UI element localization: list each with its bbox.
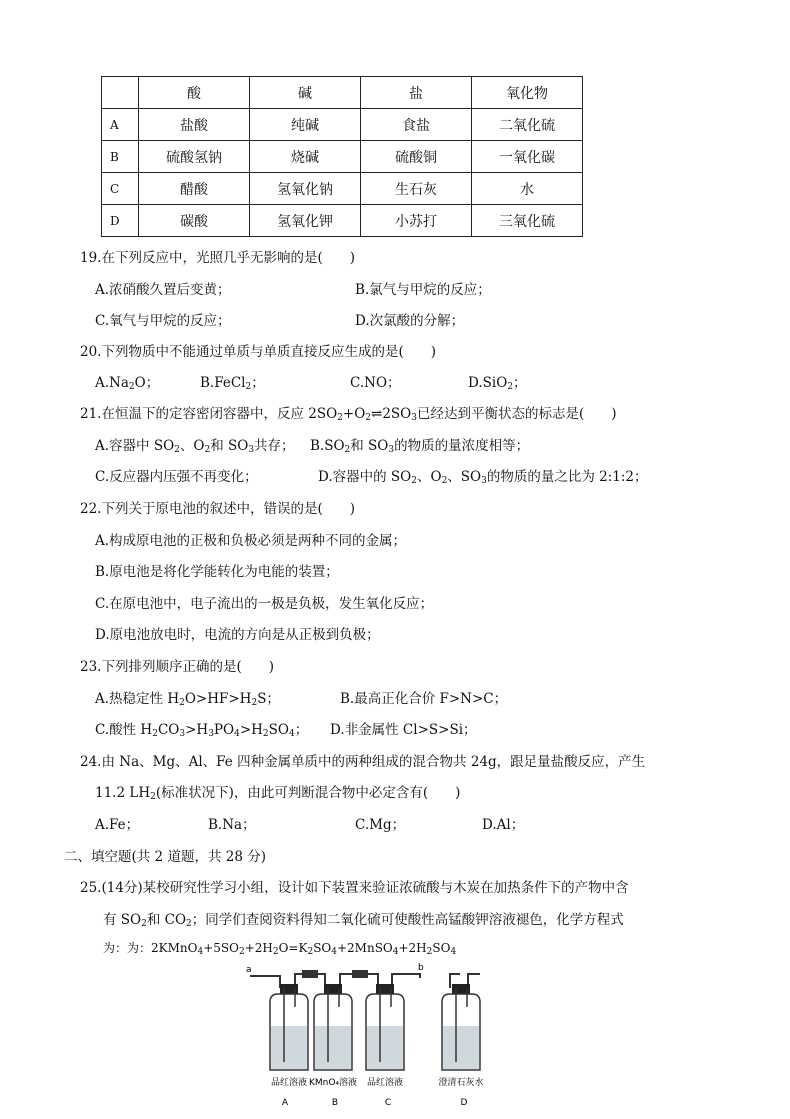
q20-option-a: $A.Na_2O$；	[95, 375, 160, 392]
table-row	[102, 109, 583, 141]
question-21-stem: 21.在恒温下的定容密闭容器中，反应 $2SO_2+O_2\rightleftharpoons 2SO_3$已经达到平衡状态的标志是( )	[80, 406, 617, 423]
q23-option-c: C.酸性 $H_2CO_3>H_3PO_4>H_2SO_4$；	[95, 722, 309, 739]
question-25-line2: 有 $SO_2$和 $CO_2$；同学们查阅资料得知二氧化硫可使酸性高锰酸钾溶液褪色，化学方程式	[103, 912, 624, 929]
outlet-label-b: b	[418, 963, 424, 973]
table-cell: 硫酸氢钠	[139, 141, 250, 173]
bottle-letter: C	[384, 1098, 392, 1108]
q22-option-c: C.在原电池中，电子流出的一极是负极，发生氧化反应；	[95, 596, 434, 612]
q22-option-a: A.构成原电池的正极和负极必须是两种不同的金属；	[95, 533, 407, 549]
table-header-cell: 氧化物	[472, 77, 583, 109]
q22-option-b: B.原电池是将化学能转化为电能的装置；	[95, 564, 339, 580]
q24-option-c: C.Mg；	[355, 817, 406, 833]
tube-connector	[352, 970, 368, 978]
q21-option-d: D.容器中的 $SO_2$、$O_2$、$SO_3$的物质的量之比为 2:1:2；	[318, 469, 648, 486]
bottle-label: 品红溶液	[270, 1078, 308, 1088]
table-cell: 生石灰	[361, 173, 472, 205]
bottle-letter: B	[331, 1098, 339, 1108]
bottle-letter: A	[281, 1098, 289, 1108]
apparatus-diagram	[240, 962, 500, 1112]
table-cell: 纯碱	[250, 109, 361, 141]
table-cell: 碳酸	[139, 205, 250, 237]
question-25-line1: 25.(14分)某校研究性学习小组，设计如下装置来验证浓硫酸与木炭在加热条件下的产物中含	[80, 880, 629, 896]
table-header-cell: 碱	[250, 77, 361, 109]
q24-option-d: D.Al；	[482, 817, 525, 833]
table-cell: 二氧化硫	[472, 109, 583, 141]
bottle-b	[314, 984, 352, 1070]
q19-option-b: B.氯气与甲烷的反应；	[355, 282, 491, 298]
table-cell: 氢氧化钠	[250, 173, 361, 205]
table-header-cell: 酸	[139, 77, 250, 109]
section-heading: 二、填空题(共 2 道题，共 28 分)	[64, 849, 266, 865]
q19-option-a: A.浓硝酸久置后变黄；	[95, 282, 231, 298]
table-row	[102, 173, 583, 205]
table-cell: 氢氧化钾	[250, 205, 361, 237]
question-22-stem: 22.下列关于原电池的叙述中，错误的是( )	[80, 501, 356, 517]
bottle-c	[366, 984, 404, 1070]
bottle-d	[442, 984, 480, 1070]
table-cell: 烧碱	[250, 141, 361, 173]
question-23-stem: 23.下列排列顺序正确的是( )	[80, 659, 275, 675]
table-cell: D	[102, 205, 139, 237]
question-20-stem: 20.下列物质中不能通过单质与单质直接反应生成的是( )	[80, 344, 437, 360]
table-cell: 一氧化碳	[472, 141, 583, 173]
table-cell: 硫酸铜	[361, 141, 472, 173]
tube-connector	[302, 970, 318, 978]
table-header-row	[102, 77, 583, 109]
table-header-cell: 盐	[361, 77, 472, 109]
bottle-letter: D	[460, 1098, 468, 1108]
q21-option-b: $B.SO_2$和 $SO_3$的物质的量浓度相等；	[310, 438, 530, 455]
table-row	[102, 205, 583, 237]
table-cell: 三氧化硫	[472, 205, 583, 237]
table-row	[102, 141, 583, 173]
table-cell: C	[102, 173, 139, 205]
q21-option-a: A.容器中 $SO_2$、$O_2$和 $SO_3$共存；	[95, 438, 295, 455]
table-cell: 食盐	[361, 109, 472, 141]
q24-option-a: A.Fe；	[95, 817, 140, 833]
table-cell: 小苏打	[361, 205, 472, 237]
q23-option-b: B.最高正化合价 F>N>C；	[340, 691, 508, 707]
bottle-label: 品红溶液	[366, 1078, 404, 1088]
bottle-label: 澄清石灰水	[438, 1078, 484, 1088]
q19-option-c: C.氧气与甲烷的反应；	[95, 313, 231, 329]
q20-option-c: C.NO；	[350, 375, 401, 391]
question-25-equation: 为：为：$2KMnO_4+5SO_2+2H_2O=K_2SO_4+2MnSO_4+2H_2SO_4$	[103, 941, 457, 957]
table-cell: A	[102, 109, 139, 141]
q22-option-d: D.原电池放电时，电流的方向是从正极到负极；	[95, 627, 380, 643]
q24-option-b: B.Na；	[208, 817, 256, 833]
q20-option-d: D.SiO$_2$；	[468, 375, 527, 392]
q23-option-a: A.热稳定性 $H_2O>HF>H_2S$；	[95, 691, 280, 708]
q19-option-d: D.次氯酸的分解；	[355, 313, 465, 329]
q21-option-c: C.反应器内压强不再变化；	[95, 469, 258, 485]
table-cell: 醋酸	[139, 173, 250, 205]
question-19-stem: 19.在下列反应中，光照几乎无影响的是( )	[80, 250, 356, 266]
question-24-line1: 24.由 Na、Mg、Al、Fe 四种金属单质中的两种组成的混合物共 24g，跟足量盐酸反应，产生	[80, 754, 646, 770]
table-cell: 盐酸	[139, 109, 250, 141]
table-cell: 水	[472, 173, 583, 205]
question-24-line2: 11.2 $LH_2$(标准状况下)，由此可判断混合物中必定含有( )	[95, 785, 461, 802]
bottle-label: KMnO₄溶液	[308, 1078, 358, 1088]
table-cell: B	[102, 141, 139, 173]
bottle-a	[270, 984, 308, 1070]
table-cell	[102, 77, 139, 109]
inlet-label-a: a	[246, 965, 252, 975]
q23-option-d: D.非金属性 Cl>S>Si；	[330, 722, 477, 738]
q20-option-b: B.FeCl$_2$；	[200, 375, 265, 392]
classification-table	[101, 76, 583, 237]
